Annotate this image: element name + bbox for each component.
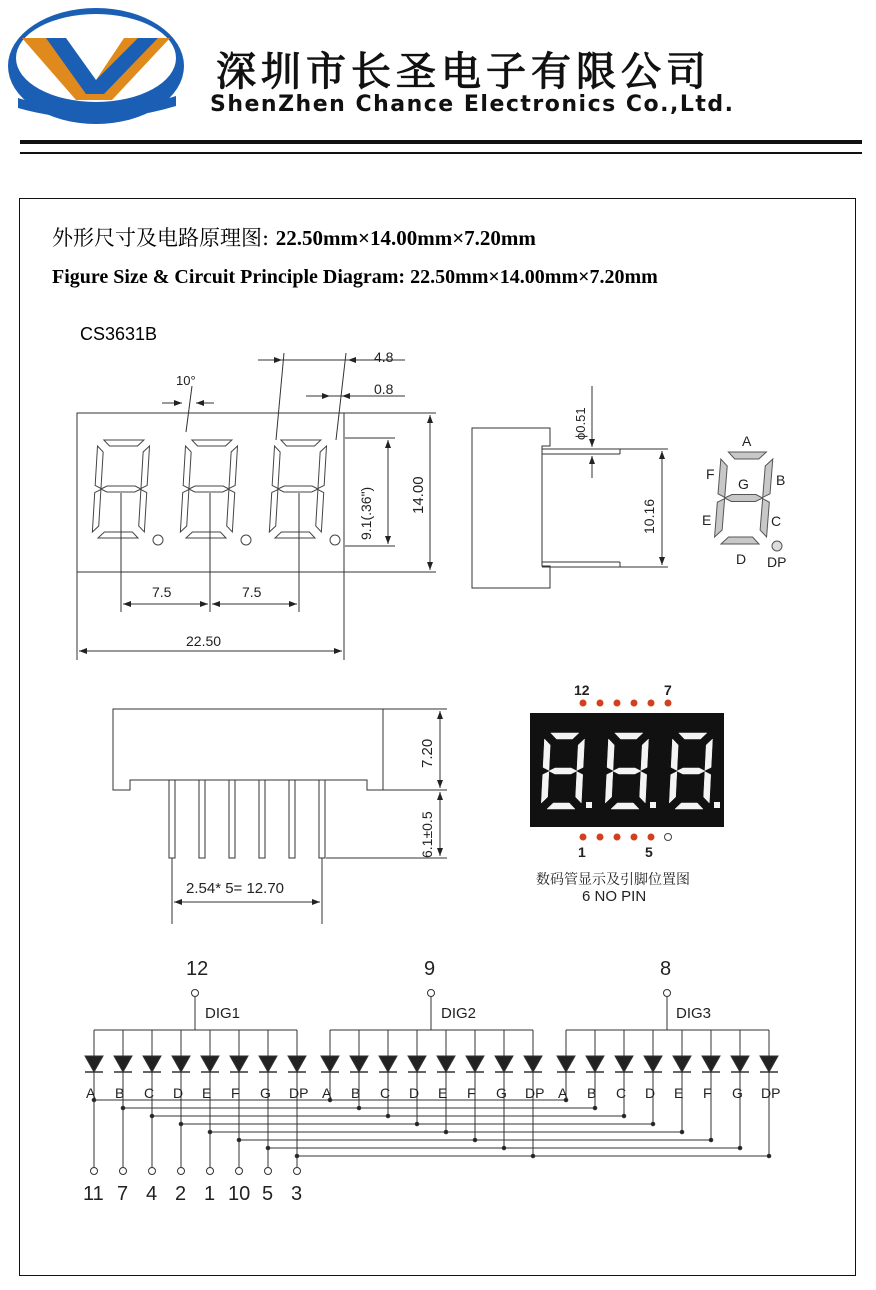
title-en-dims: 22.50mm×14.00mm×7.20mm — [410, 266, 658, 288]
segment-pin-label-5: 10 — [228, 1183, 251, 1205]
dim-digit-height: 9.1(.36") — [358, 486, 374, 540]
circuit-pin-labels — [83, 1183, 302, 1205]
dim-pitch-1: 7.5 — [152, 584, 172, 600]
pin-marker-bottom-3 — [614, 834, 621, 841]
segment-g — [278, 486, 318, 492]
segment-f — [543, 739, 550, 770]
seg-label-1-0: A — [86, 1085, 96, 1101]
pin-marker-top-4 — [631, 700, 638, 707]
segment-f — [718, 459, 727, 497]
seg-label-3-1: B — [587, 1085, 597, 1101]
diode-2-0 — [321, 1056, 339, 1072]
segment-c — [316, 490, 324, 532]
seg-label-d: D — [736, 551, 747, 567]
front-dp-1 — [153, 535, 163, 545]
diode-1-0 — [85, 1056, 103, 1072]
diode-2-2 — [379, 1056, 397, 1072]
digit-pin-3: 8 — [660, 958, 672, 980]
segment-g — [189, 486, 229, 492]
diode-1-7 — [288, 1056, 306, 1072]
title-en-prefix: Figure Size & Circuit Principle Diagram: — [52, 266, 406, 288]
diode-2-5 — [466, 1056, 484, 1072]
seg-label-1-7: DP — [289, 1085, 309, 1101]
junction — [415, 1122, 419, 1126]
diode-3-1 — [586, 1056, 604, 1072]
pin-marker-top-1 — [580, 700, 587, 707]
segment-f — [671, 739, 678, 770]
seg-label-1-3: D — [173, 1085, 184, 1101]
front-digits — [92, 440, 340, 545]
digit-pin-1: 12 — [186, 958, 209, 980]
junction — [651, 1122, 655, 1126]
pins — [169, 780, 325, 858]
dim-pin-length: 6.1±0.5 — [419, 811, 435, 858]
company-name-cn: 深圳市长圣电子有限公司 — [216, 49, 711, 95]
diode-3-6 — [731, 1056, 749, 1072]
segment-c — [227, 490, 235, 532]
pin-2 — [199, 780, 205, 858]
seg-label-3-3: D — [645, 1085, 656, 1101]
pin-node-4 — [207, 1168, 214, 1175]
segment-d — [275, 532, 315, 538]
pin-node-0 — [91, 1168, 98, 1175]
diode-3-0 — [557, 1056, 575, 1072]
segment-pin-label-4: 1 — [204, 1183, 216, 1205]
diode-3-2 — [615, 1056, 633, 1072]
pin-3 — [229, 780, 235, 858]
segment-pin-label-6: 5 — [262, 1183, 274, 1205]
pin-marker-top-2 — [597, 700, 604, 707]
display-dp-1 — [586, 802, 592, 808]
segment-c — [760, 499, 769, 537]
segment-b — [141, 446, 150, 488]
pin-5 — [289, 780, 295, 858]
pin-1 — [169, 780, 175, 858]
seg-label-b: B — [776, 472, 786, 488]
model-number: CS3631B — [80, 324, 158, 344]
dim-overall-width: 22.50 — [186, 633, 222, 649]
company-name-en: ShenZhen Chance Electronics Co.,Ltd. — [210, 92, 735, 117]
junction — [593, 1106, 597, 1110]
seg-label-2-7: DP — [525, 1085, 545, 1101]
front-view — [77, 353, 436, 660]
pin-pos-caption-cn: 数码管显示及引脚位置图 — [536, 872, 690, 888]
seg-label-2-4: E — [438, 1085, 448, 1101]
diode-2-3 — [408, 1056, 426, 1072]
segment-pin-label-1: 7 — [117, 1183, 129, 1205]
bottom-body-outline — [113, 709, 383, 790]
segment-pin-label-0: 11 — [83, 1183, 104, 1205]
segment-c — [576, 772, 583, 803]
segment-f — [272, 446, 280, 488]
pin-4 — [259, 780, 265, 858]
segment-d — [98, 532, 138, 538]
dim-body-thickness: 7.20 — [419, 738, 436, 768]
junction — [473, 1138, 477, 1142]
side-body-outline — [472, 428, 550, 588]
digit-label-2: DIG2 — [441, 1005, 477, 1022]
segment-g — [725, 495, 763, 502]
junction — [767, 1154, 771, 1158]
display-dp-3 — [714, 802, 720, 808]
pin-node-6 — [265, 1168, 272, 1175]
digit-common-node-2 — [428, 990, 435, 997]
seg-label-e: E — [702, 512, 712, 528]
seg-label-2-6: G — [496, 1085, 507, 1101]
display-dp-2 — [650, 802, 656, 808]
pin-node-5 — [236, 1168, 243, 1175]
pin-pos-top-left: 12 — [574, 682, 590, 698]
title-cn-dims: 22.50mm×14.00mm×7.20mm — [275, 226, 536, 250]
seg-label-1-5: F — [231, 1085, 240, 1101]
diode-2-7 — [524, 1056, 542, 1072]
segment-e — [715, 499, 725, 537]
segment-e — [92, 490, 101, 532]
digit-common-node-1 — [192, 990, 199, 997]
seg-label-2-0: A — [322, 1085, 332, 1101]
dim-seg-width: 4.8 — [374, 349, 394, 365]
junction — [386, 1114, 390, 1118]
seg-label-a: A — [742, 433, 752, 449]
seg-label-dp: DP — [767, 554, 787, 570]
seg-label-1-2: C — [144, 1085, 155, 1101]
segment-a — [728, 452, 766, 459]
junction — [622, 1114, 626, 1118]
segment-b — [229, 446, 238, 488]
junction — [444, 1130, 448, 1134]
segment-a — [104, 440, 144, 446]
front-digit-3 — [269, 440, 326, 538]
pin-pos-caption-en: 6 NO PIN — [582, 888, 647, 905]
circuit-segment-labels — [86, 1085, 780, 1101]
segment-f — [95, 446, 103, 488]
seg-label-2-1: B — [351, 1085, 361, 1101]
pin-pos-bottom-left: 1 — [578, 844, 586, 860]
segment-c — [704, 772, 711, 803]
pin-marker-top-3 — [614, 700, 621, 707]
diode-2-6 — [495, 1056, 513, 1072]
pin-marker-bottom-5 — [648, 834, 655, 841]
segment-map-dp — [772, 541, 782, 551]
seg-label-1-1: B — [115, 1085, 125, 1101]
seg-label-c: C — [771, 513, 782, 529]
diode-3-5 — [702, 1056, 720, 1072]
digit-pin-2: 9 — [424, 958, 436, 980]
segment-e — [269, 490, 278, 532]
seg-label-3-6: G — [732, 1085, 743, 1101]
seg-label-f: F — [706, 466, 715, 482]
dim-seg-thick: 0.8 — [374, 381, 394, 397]
segment-d — [721, 537, 759, 544]
seg-label-3-2: C — [616, 1085, 627, 1101]
pin-node-7 — [294, 1168, 301, 1175]
segment-pin-label-2: 4 — [146, 1183, 158, 1205]
diode-3-4 — [673, 1056, 691, 1072]
diode-1-3 — [172, 1056, 190, 1072]
dim-pitch-2: 7.5 — [242, 584, 262, 600]
pin-node-2 — [149, 1168, 156, 1175]
junction — [680, 1130, 684, 1134]
seg-label-3-0: A — [558, 1085, 568, 1101]
segment-pin-label-7: 3 — [291, 1183, 303, 1205]
pin-marker-bottom-4 — [631, 834, 638, 841]
seg-label-3-7: DP — [761, 1085, 781, 1101]
dim-pin-row-spacing: 10.16 — [641, 498, 657, 534]
pin-node-1 — [120, 1168, 127, 1175]
pin-marker-top-6 — [665, 700, 672, 707]
segment-e — [180, 490, 189, 532]
segment-c — [139, 490, 147, 532]
diode-1-4 — [201, 1056, 219, 1072]
segment-b — [318, 446, 327, 488]
pin-pos-bottom-right: 5 — [645, 844, 653, 860]
segment-f — [183, 446, 191, 488]
seg-label-2-2: C — [380, 1085, 391, 1101]
diode-1-6 — [259, 1056, 277, 1072]
seg-label-3-4: E — [674, 1085, 684, 1101]
seg-label-1-6: G — [260, 1085, 271, 1101]
segment-a — [192, 440, 232, 446]
junction — [502, 1146, 506, 1150]
pin-marker-bottom-1 — [580, 834, 587, 841]
diode-3-7 — [760, 1056, 778, 1072]
segment-g — [549, 768, 577, 774]
segment-d — [186, 532, 226, 538]
front-dp-2 — [241, 535, 251, 545]
front-dp-3 — [330, 535, 340, 545]
title-cn-prefix: 外形尺寸及电路原理图: — [52, 226, 270, 250]
segment-a — [281, 440, 321, 446]
junction — [709, 1138, 713, 1142]
seg-label-2-3: D — [409, 1085, 420, 1101]
pin-node-3 — [178, 1168, 185, 1175]
front-digit-2 — [180, 440, 237, 538]
junction — [357, 1106, 361, 1110]
diode-3-3 — [644, 1056, 662, 1072]
diode-1-1 — [114, 1056, 132, 1072]
diode-1-2 — [143, 1056, 161, 1072]
diode-1-5 — [230, 1056, 248, 1072]
seg-label-g: G — [738, 476, 749, 492]
pin-marker-bottom-2 — [597, 834, 604, 841]
segment-g — [677, 768, 705, 774]
angle-label: 10° — [176, 373, 196, 388]
segment-map — [715, 452, 773, 544]
segment-g — [613, 768, 641, 774]
segment-g — [101, 486, 141, 492]
segment-map-digit — [715, 452, 773, 544]
diode-2-1 — [350, 1056, 368, 1072]
seg-label-2-5: F — [467, 1085, 476, 1101]
segment-pin-label-3: 2 — [175, 1183, 187, 1205]
circuit-diagram — [85, 990, 781, 1175]
junction — [531, 1154, 535, 1158]
junction — [738, 1146, 742, 1150]
seg-label-1-4: E — [202, 1085, 212, 1101]
pin-pos-top-right: 7 — [664, 682, 672, 698]
dim-body-height: 14.00 — [410, 476, 427, 514]
pin-6 — [319, 780, 325, 858]
side-view — [472, 386, 668, 588]
segment-c — [640, 772, 647, 803]
segment-f — [607, 739, 614, 770]
seg-label-3-5: F — [703, 1085, 712, 1101]
digit-label-3: DIG3 — [676, 1005, 712, 1022]
dim-pin-span: 2.54* 5= 12.70 — [186, 880, 285, 897]
digit-common-node-3 — [664, 990, 671, 997]
pin-marker-bottom-6-empty — [665, 834, 672, 841]
dim-pin-diameter: ϕ0.51 — [573, 407, 588, 440]
digit-label-1: DIG1 — [205, 1005, 241, 1022]
segment-b — [763, 459, 773, 497]
pin-marker-top-5 — [648, 700, 655, 707]
diode-2-4 — [437, 1056, 455, 1072]
